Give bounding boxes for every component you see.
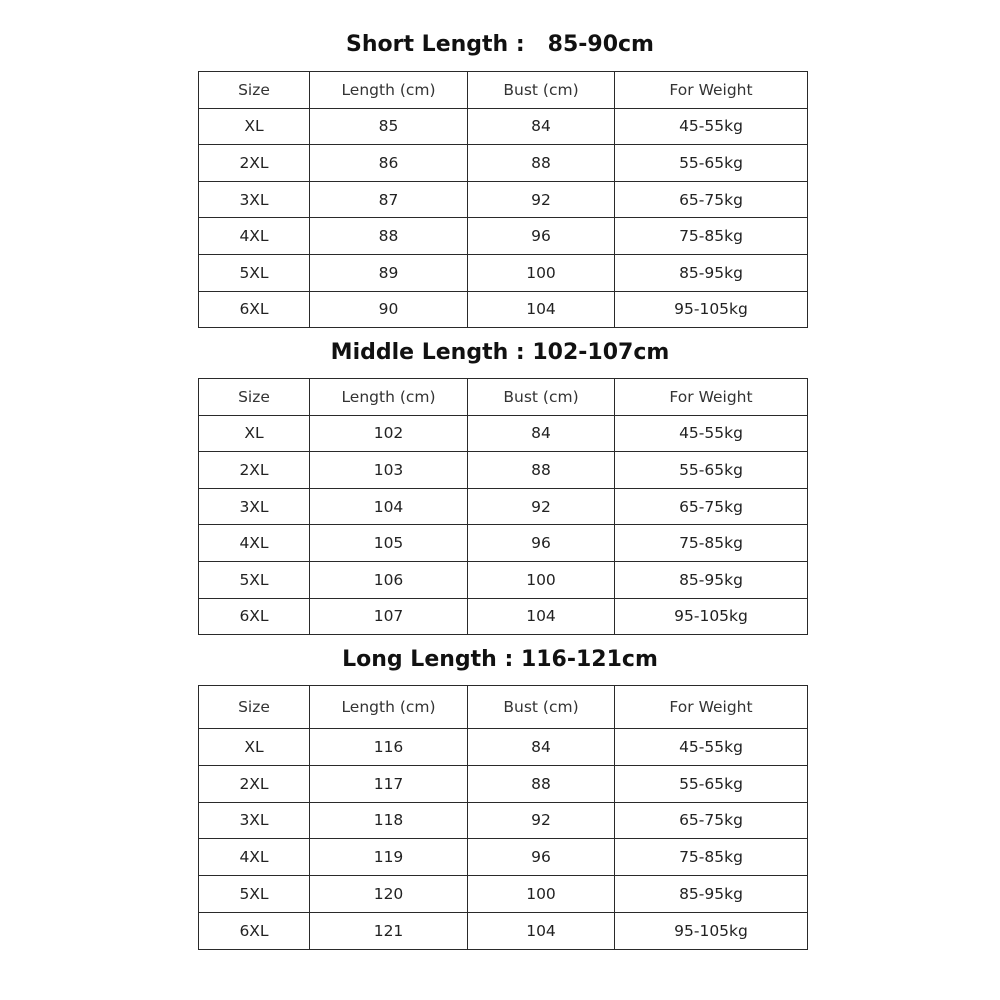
column-header-weight: For Weight <box>615 686 808 729</box>
length-cell: 107 <box>310 598 468 635</box>
weight-cell: 65-75kg <box>615 181 808 218</box>
size-cell: 3XL <box>199 181 310 218</box>
section-title-middle: Middle Length : 102-107cm <box>330 340 670 365</box>
table-row <box>199 802 808 839</box>
bust-cell: 84 <box>468 108 615 145</box>
table-row <box>199 254 808 291</box>
length-cell: 105 <box>310 525 468 562</box>
table-row <box>199 218 808 255</box>
bust-cell: 100 <box>468 561 615 598</box>
size-cell: 5XL <box>199 561 310 598</box>
bust-cell: 92 <box>468 802 615 839</box>
column-header-size: Size <box>199 379 310 416</box>
table-row <box>199 452 808 489</box>
length-cell: 103 <box>310 452 468 489</box>
column-header-bust: Bust (cm) <box>468 72 615 109</box>
section-title-long: Long Length : 116-121cm <box>342 647 658 672</box>
length-cell: 86 <box>310 145 468 182</box>
size-cell: 3XL <box>199 488 310 525</box>
bust-cell: 84 <box>468 415 615 452</box>
table-row <box>199 561 808 598</box>
size-cell: 6XL <box>199 598 310 635</box>
size-table-short <box>198 71 808 328</box>
table-row <box>199 912 808 949</box>
weight-cell: 55-65kg <box>615 765 808 802</box>
bust-cell: 92 <box>468 181 615 218</box>
bust-cell: 104 <box>468 291 615 328</box>
length-cell: 106 <box>310 561 468 598</box>
weight-cell: 95-105kg <box>615 291 808 328</box>
size-cell: 2XL <box>199 765 310 802</box>
table-row <box>199 765 808 802</box>
weight-cell: 95-105kg <box>615 598 808 635</box>
size-cell: 4XL <box>199 839 310 876</box>
size-table-long <box>198 685 808 950</box>
weight-cell: 45-55kg <box>615 729 808 766</box>
length-cell: 117 <box>310 765 468 802</box>
weight-cell: 65-75kg <box>615 802 808 839</box>
column-header-bust: Bust (cm) <box>468 686 615 729</box>
length-cell: 120 <box>310 876 468 913</box>
table-row <box>199 598 808 635</box>
bust-cell: 88 <box>468 765 615 802</box>
column-header-weight: For Weight <box>615 72 808 109</box>
size-cell: 2XL <box>199 145 310 182</box>
weight-cell: 85-95kg <box>615 561 808 598</box>
length-cell: 88 <box>310 218 468 255</box>
table-row <box>199 145 808 182</box>
size-cell: XL <box>199 108 310 145</box>
length-cell: 102 <box>310 415 468 452</box>
bust-cell: 84 <box>468 729 615 766</box>
weight-cell: 95-105kg <box>615 912 808 949</box>
column-header-weight: For Weight <box>615 379 808 416</box>
table-header-row <box>199 379 808 416</box>
column-header-length: Length (cm) <box>310 686 468 729</box>
column-header-size: Size <box>199 686 310 729</box>
table-row <box>199 415 808 452</box>
weight-cell: 85-95kg <box>615 254 808 291</box>
length-cell: 87 <box>310 181 468 218</box>
weight-cell: 75-85kg <box>615 218 808 255</box>
table-row <box>199 181 808 218</box>
size-cell: 2XL <box>199 452 310 489</box>
size-cell: 4XL <box>199 525 310 562</box>
bust-cell: 100 <box>468 876 615 913</box>
table-row <box>199 525 808 562</box>
length-cell: 90 <box>310 291 468 328</box>
length-cell: 116 <box>310 729 468 766</box>
column-header-bust: Bust (cm) <box>468 379 615 416</box>
bust-cell: 96 <box>468 839 615 876</box>
table-row <box>199 488 808 525</box>
table-row <box>199 729 808 766</box>
size-cell: 4XL <box>199 218 310 255</box>
weight-cell: 75-85kg <box>615 525 808 562</box>
weight-cell: 65-75kg <box>615 488 808 525</box>
weight-cell: 45-55kg <box>615 415 808 452</box>
length-cell: 89 <box>310 254 468 291</box>
length-cell: 85 <box>310 108 468 145</box>
table-row <box>199 108 808 145</box>
weight-cell: 45-55kg <box>615 108 808 145</box>
weight-cell: 55-65kg <box>615 452 808 489</box>
size-cell: 6XL <box>199 291 310 328</box>
length-cell: 119 <box>310 839 468 876</box>
bust-cell: 96 <box>468 525 615 562</box>
bust-cell: 92 <box>468 488 615 525</box>
size-cell: 5XL <box>199 876 310 913</box>
table-row <box>199 876 808 913</box>
size-cell: 5XL <box>199 254 310 291</box>
column-header-length: Length (cm) <box>310 72 468 109</box>
length-cell: 104 <box>310 488 468 525</box>
column-header-size: Size <box>199 72 310 109</box>
table-row <box>199 291 808 328</box>
size-cell: 6XL <box>199 912 310 949</box>
bust-cell: 104 <box>468 912 615 949</box>
weight-cell: 55-65kg <box>615 145 808 182</box>
weight-cell: 75-85kg <box>615 839 808 876</box>
bust-cell: 96 <box>468 218 615 255</box>
length-cell: 121 <box>310 912 468 949</box>
bust-cell: 88 <box>468 145 615 182</box>
table-header-row <box>199 72 808 109</box>
table-row <box>199 839 808 876</box>
size-cell: XL <box>199 729 310 766</box>
bust-cell: 104 <box>468 598 615 635</box>
size-cell: XL <box>199 415 310 452</box>
column-header-length: Length (cm) <box>310 379 468 416</box>
size-cell: 3XL <box>199 802 310 839</box>
table-header-row <box>199 686 808 729</box>
size-table-middle <box>198 378 808 635</box>
bust-cell: 88 <box>468 452 615 489</box>
length-cell: 118 <box>310 802 468 839</box>
section-title-short: Short Length : 85-90cm <box>346 32 654 57</box>
weight-cell: 85-95kg <box>615 876 808 913</box>
bust-cell: 100 <box>468 254 615 291</box>
